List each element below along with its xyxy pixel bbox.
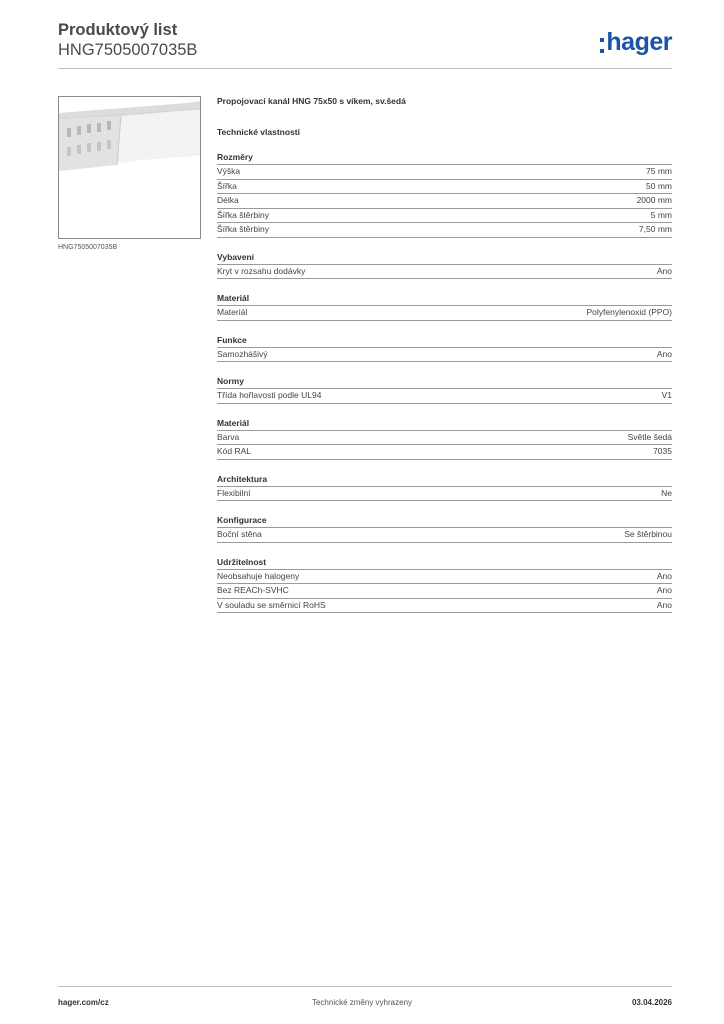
document-title: Produktový list <box>58 21 178 39</box>
section-equipment <box>217 251 672 280</box>
section-material <box>217 292 672 321</box>
section-sustainability <box>217 556 672 614</box>
section-dimensions <box>217 151 672 238</box>
table-row <box>217 265 672 280</box>
row-value: 7035 <box>653 446 672 456</box>
table-row <box>217 348 672 363</box>
footer-divider <box>58 986 672 987</box>
row-label: Bez REACh-SVHC <box>217 585 289 595</box>
technical-properties-title: Technické vlastnosti <box>217 127 300 137</box>
row-label: Flexibilní <box>217 487 251 498</box>
table-row <box>217 223 672 238</box>
row-label: Výška <box>217 166 241 176</box>
table-row <box>217 445 672 460</box>
cable-duct-illustration <box>59 97 201 239</box>
table-row <box>217 389 672 404</box>
row-value: 7,50 mm <box>638 224 672 234</box>
section-title: Udržitelnost <box>217 556 672 570</box>
footer-date: 03.04.2026 <box>631 998 672 1007</box>
section-title: Konfigurace <box>217 514 672 528</box>
row-label: Barva <box>217 431 240 442</box>
footer-website-link[interactable]: hager.com/cz <box>58 998 109 1007</box>
row-value: Se štěrbinou <box>624 529 672 539</box>
row-label: Boční stěna <box>217 529 262 539</box>
section-title: Materiál <box>217 417 672 431</box>
table-row <box>217 431 672 446</box>
row-label: Kryt v rozsahu dodávky <box>217 265 306 276</box>
row-label: V souladu se směrnicí RoHS <box>217 599 326 610</box>
row-value: Ano <box>656 599 672 610</box>
row-label: Neobsahuje halogeny <box>217 570 300 581</box>
footer-note: Technické změny vyhrazeny <box>311 998 413 1007</box>
row-label: Šířka štěrbiny <box>217 224 269 234</box>
row-value: Světle šedá <box>627 431 672 442</box>
table-row <box>217 209 672 224</box>
section-architecture <box>217 473 672 502</box>
row-label: Délka <box>217 195 239 205</box>
row-value: Ne <box>661 487 672 498</box>
row-label: Samozhášivý <box>217 348 268 359</box>
row-value: 2000 mm <box>636 195 672 205</box>
table-row <box>217 599 672 614</box>
table-row <box>217 306 672 321</box>
image-caption: HNG7505007035B <box>58 244 118 251</box>
table-row <box>217 487 672 502</box>
row-value: 5 mm <box>650 209 672 220</box>
table-row <box>217 180 672 195</box>
row-label: Šířka <box>217 180 237 191</box>
section-function <box>217 334 672 363</box>
table-row <box>217 528 672 543</box>
row-value: Ano <box>656 348 672 359</box>
product-image <box>58 96 201 239</box>
row-label: Kód RAL <box>217 446 252 456</box>
logo-text: hager <box>606 28 672 56</box>
table-row <box>217 194 672 209</box>
row-value: V1 <box>661 390 672 400</box>
section-title: Normy <box>217 375 672 389</box>
section-configuration <box>217 514 672 543</box>
hager-logo[interactable] <box>600 28 672 57</box>
section-title: Vybavení <box>217 251 672 265</box>
row-value: 50 mm <box>646 180 672 191</box>
section-title: Rozměry <box>217 151 672 165</box>
section-title: Architektura <box>217 473 672 487</box>
row-label: Materiál <box>217 307 248 317</box>
row-value: Ano <box>656 265 672 276</box>
row-value: Ano <box>656 585 672 595</box>
row-label: Třída hořlavosti podle UL94 <box>217 390 322 400</box>
section-title: Funkce <box>217 334 672 348</box>
section-standards <box>217 375 672 404</box>
header-divider <box>58 68 672 69</box>
row-value: Ano <box>656 570 672 581</box>
table-row <box>217 570 672 585</box>
section-title: Materiál <box>217 292 672 306</box>
section-material-color <box>217 417 672 460</box>
product-name: Propojovací kanál HNG 75x50 s víkem, sv.šedá <box>217 96 406 106</box>
row-value: Polyfenylenoxid (PPO) <box>586 307 672 317</box>
table-row <box>217 584 672 599</box>
page-header <box>58 20 672 70</box>
row-label: Šířka štěrbiny <box>217 209 269 220</box>
table-row <box>217 165 672 180</box>
product-details <box>217 95 672 613</box>
row-value: 75 mm <box>646 166 672 176</box>
logo-dots-icon <box>600 38 604 53</box>
product-code: HNG7505007035B <box>58 41 198 59</box>
